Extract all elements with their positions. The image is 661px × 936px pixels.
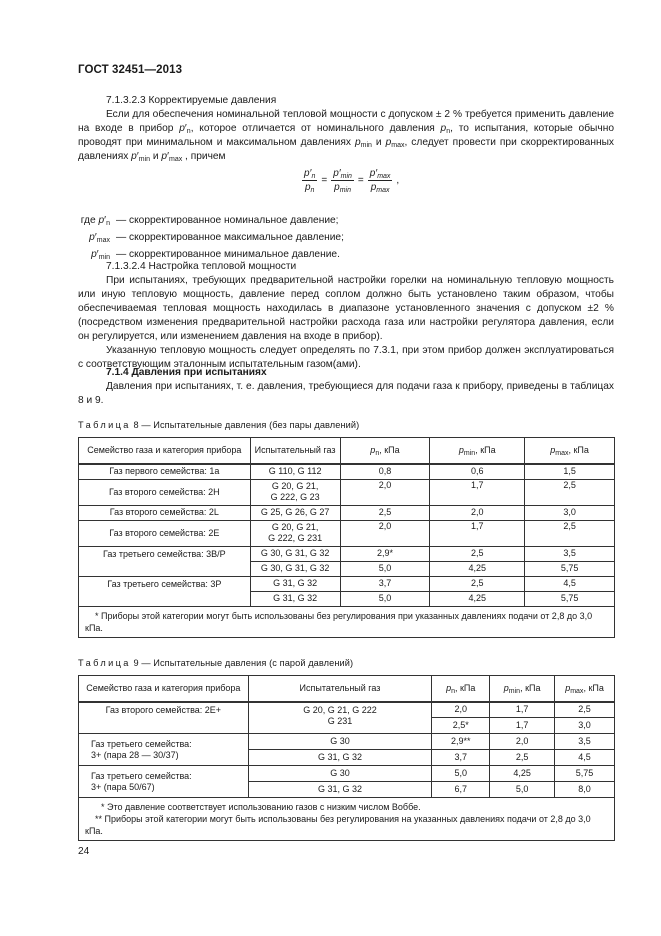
table-cell: 0,8 — [340, 464, 430, 480]
table-cell: 2,5 — [525, 520, 615, 546]
table-cell: G 31, G 32 — [248, 750, 432, 766]
table-cell: 4,25 — [490, 766, 555, 782]
pressure-formula: $\frac{p'_n}{p_n}$ = $\frac{p'_{min}}{p_{min}}$ = $\frac{p'_{max}}{p_{max}}$ , — [304, 168, 400, 194]
table-cell: 1,7 — [430, 520, 525, 546]
table-row — [79, 520, 615, 546]
table-cell: 2,5 — [525, 479, 615, 505]
table-cell: Газ третьего семейства: 3+ (пара 50/67) — [79, 766, 249, 798]
table-cell: G 30, G 31, G 32 — [250, 561, 340, 576]
table-row — [79, 479, 615, 505]
table-cell: G 30, G 31, G 32 — [250, 546, 340, 561]
table-cell: 1,7 — [490, 702, 555, 718]
table-cell: Испытательный газ — [250, 438, 340, 464]
table-cell: 0,6 — [430, 464, 525, 480]
table-row — [79, 546, 615, 561]
table-cell: 3,0 — [555, 718, 615, 734]
table-cell: G 25, G 26, G 27 — [250, 505, 340, 520]
table-cell: G 31, G 32 — [248, 782, 432, 798]
table-cell: Газ первого семейства: 1а — [79, 464, 251, 480]
table-cell: 2,0 — [340, 479, 430, 505]
table-cell: 3,7 — [432, 750, 490, 766]
paragraph: Указанную тепловую мощность следует определять по 7.3.1, при этом прибор должен эксплуатироваться с соответствующим эталонным испытательным газом(ами). — [78, 345, 614, 370]
table-cell: 2,5 — [430, 576, 525, 591]
section-title: 7.1.3.2.3 Корректируемые давления — [106, 95, 277, 106]
table-cell: * Приборы этой категории могут быть использованы без регулирования при указанных давлениях подачи от 2,8 до 3,0 кПа. — [79, 606, 615, 637]
table-row — [79, 576, 615, 591]
table-cell: 2,0 — [432, 702, 490, 718]
document-header: ГОСТ 32451—2013 — [78, 64, 183, 76]
table-cell: 1,7 — [430, 479, 525, 505]
table-cell: G 31, G 32 — [250, 591, 340, 606]
table-cell: G 30 — [248, 766, 432, 782]
section-7-1-3-2-4 — [78, 260, 614, 372]
table-cell: 2,5 — [555, 702, 615, 718]
table-cell: 2,9** — [432, 734, 490, 750]
section-7-1-4 — [78, 366, 614, 408]
paragraph: Давления при испытаниях, т. е. давления, требующиеся для подачи газа к прибору, приведены в таблицах 8 и 9. — [78, 381, 614, 406]
table-row — [79, 464, 615, 480]
table-cell: Газ второго семейства: 2Е — [79, 520, 251, 546]
table-cell: 3,0 — [525, 505, 615, 520]
table-cell: * Это давление соответствует использованию газов с низким числом Воббе. ** Приборы этой категории могут быть использованы без регулирования на указанных давлениях подачи от 2,8 до 3,0 кПа. — [79, 798, 615, 841]
table-cell: 5,75 — [555, 766, 615, 782]
table-row — [79, 766, 615, 782]
table-cell: $p_n$, кПа — [432, 676, 490, 702]
table-9-caption: Таблица 9 — Испытательные давления (с парой давлений) — [78, 658, 354, 668]
table-cell: $p_{min}$, кПа — [490, 676, 555, 702]
table-cell: 3,5 — [555, 734, 615, 750]
table-cell: Газ третьего семейства: 3+ (пара 28 — 30/37) — [79, 734, 249, 766]
table-row — [79, 702, 615, 718]
section-title: 7.1.4 Давления при испытаниях — [106, 367, 267, 378]
paragraph: При испытаниях, требующих предварительной настройки горелки на номинальную тепловую мощность или иную тепловую мощность, давление перед соплом должно быть установлено таким образом, чтобы обеспечиваемая тепловая мощность находилась в диапазоне установленного значения с допуском ±2 % (посредством изменения предварительной настройки расхода газа или настройки регулятора давления, если он регулируется, или изменением давления на входе в прибор). — [78, 275, 614, 342]
table-cell: Семейство газа и категория прибора — [79, 438, 251, 464]
table-cell: 2,9* — [340, 546, 430, 561]
table-8 — [78, 437, 615, 638]
table-cell: 2,5 — [490, 750, 555, 766]
table-cell: 2,5 — [340, 505, 430, 520]
table-cell: $p_{max}$, кПа — [525, 438, 615, 464]
table-row — [79, 734, 615, 750]
page-number: 24 — [78, 846, 90, 857]
table-cell: 2,5 — [430, 546, 525, 561]
table-cell: 2,0 — [490, 734, 555, 750]
table-cell: 1,5 — [525, 464, 615, 480]
table-cell: G 20, G 21, G 222, G 23 — [250, 479, 340, 505]
document-page: ГОСТ 32451—2013 7.1.3.2.3 Корректируемые давления Если для обеспечения номинальной тепловой мощности с допуском ± 2 % требуется применить давление на входе в прибор $p'_n$, которое отличается от номинального давления $p_n$, то испытания, которые обычно проводят при минимальном и максимальном давлениях $p_{min}$ и $p_{max}$, следует провести при скорректированных давлениях $p'_{min}$ и $p'_{max}$ , причем $\frac{p'_n}{p_n}$ = $\frac{p'_{min}}{p_{min}}$ = $\frac{p'_{max}}{p_{max}}$ , где $p'_n$ — скорректированное номинальное давление; $p'_{max}$ — скорректированное максимальное давление; $p'_{min}$ — скорректированное минимальное давление. 7.1.3.2.4 Настройка тепловой мощности При испытаниях, требующих предварительной настройки горелки на номинальную тепловую мощность или иную тепловую мощность, давление перед соплом должно быть установлено таким образом, чтобы обеспечиваемая тепловая мощность находилась в диапазоне установленного значения с допуском ±2 % (посредством изменения предварительной настройки расхода газа или настройки регулятора давления, если он регулируется, или изменением давления на входе в прибор). Указанную тепловую мощность следует определять по 7.3.1, при этом прибор должен эксплуатироваться с соответствующим эталонным испытательным газом(ами). 7.1.4 Давления при испытаниях Давления при испытаниях, т. е. давления, требующиеся для подачи газа к прибору, приведены в таблицах 8 и 9. Таблица 8 — Испытательные давления (без пары давлений) Семейство газа и категория прибора Испытательный газ $p_n$, кПа $p_{min}$, кПа $p_{max}$, кПа Газ первого семейства: 1а G 110, G 112 0,8 0,6 1,5 Газ второго семейства: 2Н G 20, G 21, G 222, G 23 2,0 1,7 2,5 Газ второго семейства: 2L G 25, G 26, G 27 2,5 2,0 3,0 Газ второго семейства: 2Е G 20, G 21, G 222, G 231 2,0 1,7 2,5 Газ третьего семейства: 3В/Р G 30, G 31, G 32 2,9* 2,5 3,5 G 30, G 31, G 32 5,0 4,25 5,75 Газ третьего семейства: 3Р G 31, G 32 3,7 2,5 4,5 G 31, G 32 5,0 4,25 5,75 * Приборы этой категории могут быть использованы без регулирования при указанных давлениях подачи от 2,8 до 3,0 кПа. Таблица 9 — Испытательные давления (с парой давлений) Семейство газа и категория прибора Испытательный газ $p_n$, кПа $p_{min}$, кПа $p_{max}$, кПа Газ второго семейства: 2Е+ G 20, G 21, G 222 G 231 2,0 1,7 2,5 2,5* 1,7 3,0 Газ третьего семейства: 3+ (пара 28 — 30/37) G 30 2,9** 2,0 3,5 G 31, G 32 3,7 2,5 4,5 Газ третьего семейства: 3+ (пара 50/67) G 30 5,0 4,25 5,75 G 31, G 32 6,7 5,0 8,0 * Это давление соответствует использованию газов с низким числом Воббе. ** Приборы этой категории могут быть использованы без регулирования на указанных давлениях подачи от 2,8 до 3,0 кПа. 24 — [78, 64, 614, 857]
table-cell: $p_{max}$, кПа — [555, 676, 615, 702]
table-cell: 4,5 — [525, 576, 615, 591]
table-cell: Газ третьего семейства: 3В/Р — [79, 546, 251, 576]
table-cell: G 30 — [248, 734, 432, 750]
section-title: 7.1.3.2.4 Настройка тепловой мощности — [106, 261, 297, 272]
table-cell: 2,5* — [432, 718, 490, 734]
table-cell: $p_n$, кПа — [340, 438, 430, 464]
table-cell: Газ второго семейства: 2L — [79, 505, 251, 520]
table-cell: 2,0 — [430, 505, 525, 520]
table-cell: 5,75 — [525, 591, 615, 606]
table-cell: G 20, G 21, G 222, G 231 — [250, 520, 340, 546]
table-cell: 4,25 — [430, 591, 525, 606]
table-cell: Испытательный газ — [248, 676, 432, 702]
table-header-row — [79, 438, 615, 464]
table-cell: 3,5 — [525, 546, 615, 561]
table-cell: Газ второго семейства: 2Е+ — [79, 702, 249, 734]
table-9 — [78, 675, 615, 841]
table-cell: Семейство газа и категория прибора — [79, 676, 249, 702]
paragraph: Если для обеспечения номинальной тепловой мощности с допуском ± 2 % требуется применить давление на входе в прибор $p'_n$, которое отличается от номинального давления $p_n$, то испытания, которые обычно проводят при минимальном и максимальном давлениях $p_{min}$ и $p_{max}$, следует провести при скорректированных давлениях $p'_{min}$ и $p'_{max}$ , причем — [78, 109, 614, 163]
table-cell: 4,25 — [430, 561, 525, 576]
table-cell: $p_{min}$, кПа — [430, 438, 525, 464]
table-cell: 8,0 — [555, 782, 615, 798]
table-cell: Газ второго семейства: 2Н — [79, 479, 251, 505]
table-row — [79, 505, 615, 520]
table-note-row — [79, 606, 615, 637]
table-cell: 6,7 — [432, 782, 490, 798]
table-cell: G 31, G 32 — [250, 576, 340, 591]
section-7-1-3-2-3 — [78, 94, 614, 164]
table-cell: G 110, G 112 — [250, 464, 340, 480]
table-cell: 2,0 — [340, 520, 430, 546]
table-cell: 3,7 — [340, 576, 430, 591]
table-cell: Газ третьего семейства: 3Р — [79, 576, 251, 606]
table-cell: 5,0 — [340, 591, 430, 606]
table-header-row — [79, 676, 615, 702]
table-8-caption: Таблица 8 — Испытательные давления (без пары давлений) — [78, 420, 360, 430]
table-cell: 5,75 — [525, 561, 615, 576]
table-cell: 4,5 — [555, 750, 615, 766]
table-note-row — [79, 798, 615, 841]
table-cell: G 20, G 21, G 222 G 231 — [248, 702, 432, 734]
table-cell: 1,7 — [490, 718, 555, 734]
table-cell: 5,0 — [340, 561, 430, 576]
table-cell: 5,0 — [432, 766, 490, 782]
table-cell: 5,0 — [490, 782, 555, 798]
